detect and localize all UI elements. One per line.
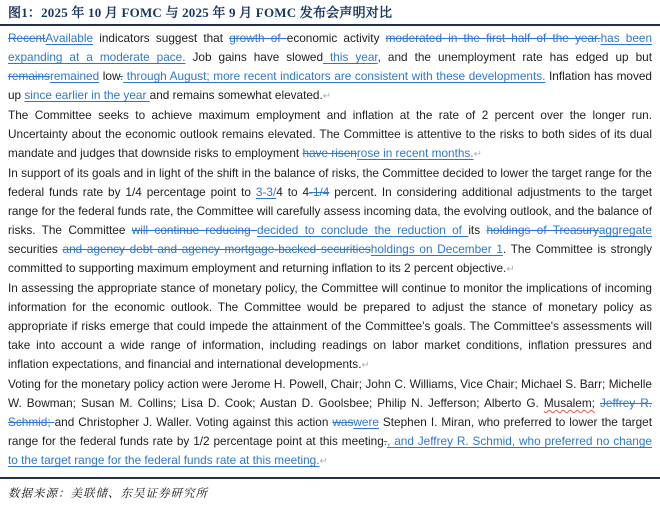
deleted-text-run: remains (8, 69, 50, 83)
paragraph (8, 279, 652, 375)
paragraph (8, 375, 652, 471)
deleted-text-run: and agency debt and agency mortgage-backed securities (62, 242, 371, 256)
deleted-text-run: was (332, 415, 354, 429)
paragraph (8, 106, 652, 164)
inserted-text-run: holdings on December 1 (370, 242, 503, 256)
text-run: economic activity (286, 31, 386, 45)
source-note: 数据来源：美联储、东吴证券研究所 (8, 488, 208, 500)
deleted-text-run: . (383, 434, 388, 448)
paragraph-mark-icon: ↵ (322, 91, 332, 102)
text-run: Stephen I. Miran, who preferred to lower the target range for the federal funds rate by 1/2 percentage point at this meeting (8, 415, 652, 448)
text-run: and remains somewhat elevated. (149, 88, 323, 102)
deleted-text-run: growth of (229, 31, 287, 45)
text-run: percent. In considering additional adjustments to the target range for the federal funds rate, the Committee will carefully assess incoming data, the evolving outlook, and the balance of risks. The Committee (8, 185, 653, 237)
deleted-text-run: holdings of Treasury (486, 223, 599, 237)
deleted-text-run: will continue reducing (131, 223, 258, 237)
paragraph (8, 164, 652, 279)
inserted-text-run: remained (49, 69, 100, 83)
text-run: Voting for the monetary policy action were Jerome H. Powell, Chair; John C. Williams, Vice Chair; Michael S. Barr; Michelle W. Bowman; Susan M. Collins; Lisa D. Cook; Austan D. Goolsbee; Philip N. Jefferson; Alberto G. (8, 377, 652, 410)
inserted-text-run: rose in recent months. (356, 146, 474, 160)
text-run: 4 to 4 (276, 185, 310, 199)
deleted-text-run: -1/4 (309, 185, 330, 199)
source-divider (0, 477, 660, 479)
paragraph-mark-icon: ↵ (506, 264, 515, 275)
text-run: Inflation has moved up (8, 69, 652, 102)
text-run: its (468, 223, 487, 237)
figure-title: 图1：2025 年 10 月 FOMC 与 2025 年 9 月 FOMC 发布会声明对比 (8, 5, 393, 20)
text-run: and Christopher J. Waller. Voting against this action (54, 415, 333, 429)
text-run: low (99, 69, 120, 83)
inserted-text-run: decided to conclude the reduction of (257, 223, 469, 237)
inserted-text-run: aggregate (598, 223, 652, 237)
paragraph (8, 29, 652, 106)
inserted-text-run: 3-3/ (255, 185, 277, 199)
inserted-text-run: this year (323, 50, 378, 64)
inserted-text-run: since earlier in the year (24, 88, 150, 102)
text-run: , and the unemployment rate has edged up but (377, 50, 652, 64)
inserted-text-run: were (353, 415, 379, 429)
inserted-text-run: Available (45, 31, 94, 45)
text-run: securities (8, 242, 63, 256)
deleted-text-run: Recent (8, 31, 46, 45)
text-run: In support of its goals and in light of the shift in the balance of risks, the Committee decided to lower the target range for the federal funds rate by 1/4 percentage point to (8, 166, 652, 199)
paragraph-mark-icon: ↵ (319, 456, 328, 467)
inserted-text-run: , and Jeffrey R. Schmid, who preferred no change to the target range for the federal funds rate at this meeting. (8, 434, 652, 467)
deleted-text-run: have risen (302, 146, 357, 160)
inserted-text-run: through August; more recent indicators are consistent with these developments. (123, 69, 546, 83)
text-run: The Committee seeks to achieve maximum employment and inflation at the rate of 2 percent over the longer run. Uncertainty about the economic outlook remains elevated. The Committee is attentive to the risks to both sides of its dual mandate and judges that downside risks to employment (8, 108, 652, 160)
paragraph-mark-icon: ↵ (473, 149, 482, 160)
inserted-text-run: has been expanding at a moderate pace. (8, 31, 653, 64)
misspelled-text-run: Musalem; (543, 396, 595, 410)
deleted-text-run: Jeffrey R. Schmid; (8, 396, 653, 429)
deleted-text-run: moderated in the first half of the year. (385, 31, 601, 45)
text-run: indicators suggest that (93, 31, 230, 45)
document-body (0, 26, 660, 471)
text-run: Job gains have slowed (185, 50, 324, 64)
deleted-text-run: . (119, 69, 124, 83)
paragraph-mark-icon: ↵ (361, 360, 370, 371)
text-run: In assessing the appropriate stance of monetary policy, the Committee will continue to monitor the implications of incoming information for the economic outlook. The Committee would be prepared to adjust the stance of monetary policy as appropriate if risks emerge that could impede the attainment of the Committee's goals. The Committee's assessments will take into account a wide range of information, including readings on labor market conditions, inflation pressures and inflation expectations, and financial and international developments. (8, 281, 652, 371)
text-run: . The Committee is strongly committed to supporting maximum employment and returning inflation to its 2 percent objective. (8, 242, 652, 275)
